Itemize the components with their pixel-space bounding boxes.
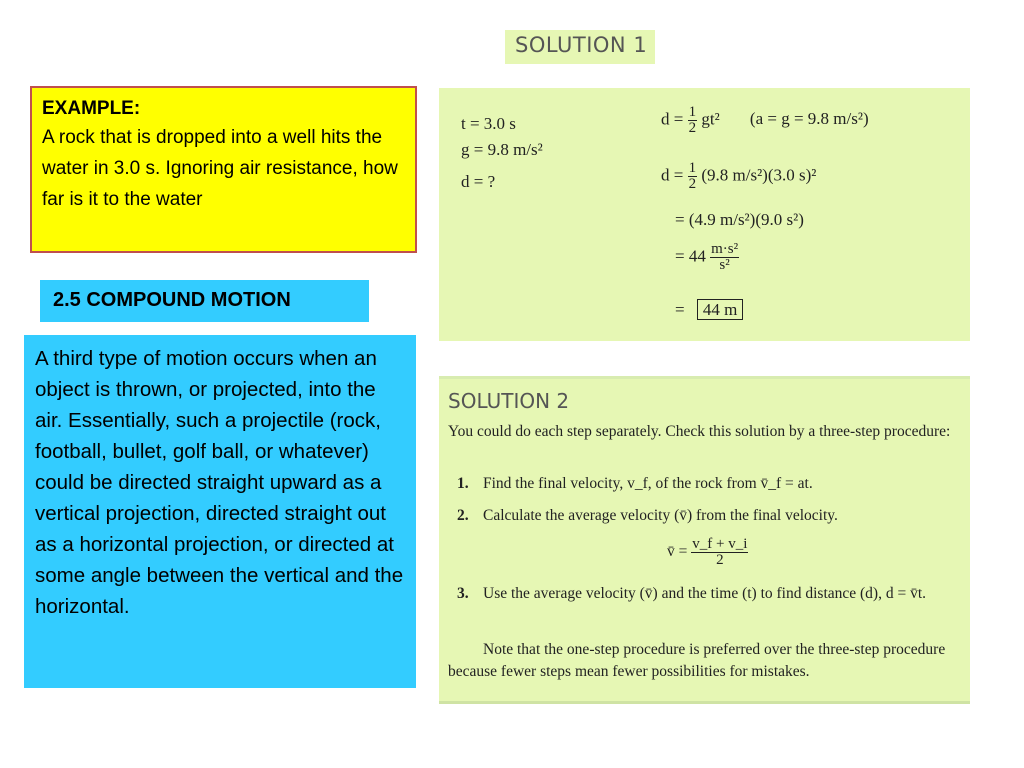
eq2-rhs: (9.8 m/s²)(3.0 s)²	[701, 165, 817, 185]
formula-num: v_f + v_i	[692, 536, 748, 552]
eq4-num: m·s²	[711, 241, 739, 257]
solution1-panel	[439, 88, 970, 341]
eq2-den: 2	[688, 176, 697, 192]
eq2-num: 1	[688, 160, 697, 176]
step2-number: 2.	[457, 507, 469, 524]
eq1-den: 2	[688, 120, 697, 136]
eq1-lhs: d =	[661, 109, 684, 129]
formula-fraction	[691, 537, 748, 568]
eq4-prefix: = 44	[675, 246, 706, 266]
equation-2	[661, 161, 816, 192]
given-time: t = 3.0 s	[461, 114, 516, 133]
example-box	[30, 86, 417, 253]
step1-number: 1.	[457, 475, 469, 492]
given-distance: d = ?	[461, 172, 496, 191]
eq1-note: (a = g = 9.8 m/s²)	[749, 109, 869, 129]
average-velocity-formula	[667, 537, 748, 568]
example-body: A rock that is dropped into a well hits the water in 3.0 s. Ignoring air resistance, how far is it to the water	[42, 127, 398, 210]
equation-5	[675, 300, 743, 320]
equation-3: = (4.9 m/s²)(9.0 s²)	[675, 210, 804, 229]
step1-text: Find the final velocity, v_f, of the rock from v̄_f = at.	[483, 475, 813, 492]
eq4-fraction	[710, 242, 739, 273]
formula-lhs: v̄ =	[667, 543, 688, 561]
eq4-den: s²	[719, 257, 730, 273]
solution2-panel	[439, 376, 970, 704]
step2-text: Calculate the average velocity (v̄) from the final velocity.	[483, 507, 838, 524]
solution2-note: Note that the one-step procedure is preferred over the three-step procedure because fewer steps mean fewer possibilities for mistakes.	[448, 641, 946, 680]
example-title: EXAMPLE:	[42, 98, 141, 119]
equation-1	[661, 105, 869, 136]
equation-4	[675, 242, 739, 273]
eq1-num: 1	[688, 104, 697, 120]
step-3	[457, 583, 983, 605]
given-gravity: g = 9.8 m/s²	[461, 140, 543, 159]
eq1-rhs: gt²	[701, 109, 720, 129]
eq2-lhs: d =	[661, 165, 684, 185]
formula-den: 2	[716, 552, 724, 568]
section-label: 2.5 COMPOUND MOTION	[40, 280, 369, 322]
eq1-fraction	[688, 105, 698, 136]
step-2	[457, 505, 957, 527]
step-1	[457, 473, 957, 495]
answer-box: 44 m	[697, 299, 743, 320]
step3-number: 3.	[457, 585, 469, 602]
solution2-title: SOLUTION 2	[448, 389, 570, 413]
step3-text: Use the average velocity (v̄) and the time (t) to find distance (d), d = v̄t.	[483, 585, 927, 602]
compound-motion-paragraph: A third type of motion occurs when an object is thrown, or projected, into the air. Essentially, such a projectile (rock, football, bullet, golf ball, or whatever) could be directed straight upward as a vertical projection, directed straight out as a horizontal projection, or directed at some angle between the vertical and the horizontal.	[24, 335, 416, 688]
eq2-fraction	[688, 161, 698, 192]
eq5-prefix: =	[675, 300, 685, 319]
solution2-intro: You could do each step separately. Check this solution by a three-step procedure:	[448, 423, 951, 440]
solution1-header: SOLUTION 1	[505, 30, 655, 64]
